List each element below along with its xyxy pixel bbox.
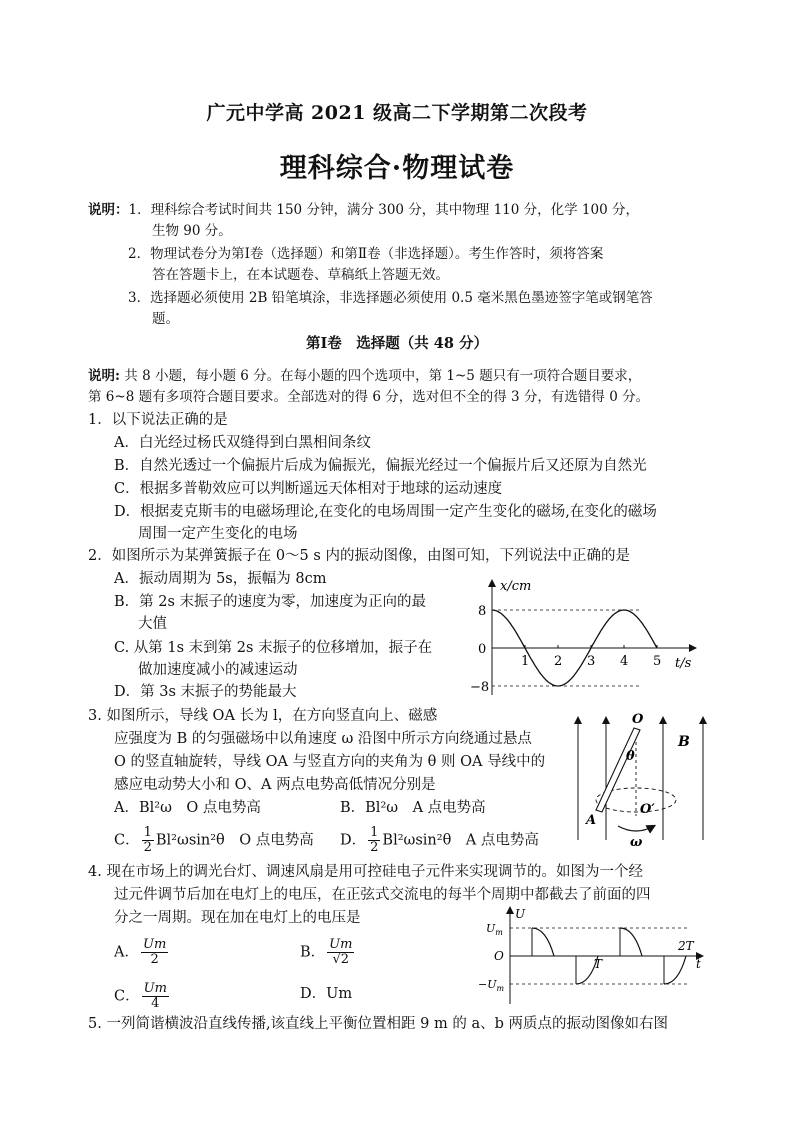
q4-option-a-prefix: A． (114, 944, 139, 961)
x-axis-label: t/s (675, 656, 692, 671)
q4-option-a (114, 938, 170, 967)
q4-option-d: D．Um (300, 986, 353, 1002)
note-1: 1．理科综合考试时间共 150 分钟，满分 300 分，其中物理 110 分，化学 100 分， (128, 202, 639, 218)
q1-option-d-cont: 周围一定产生变化的电场 (138, 526, 298, 542)
wire-oa (596, 728, 640, 812)
q2-option-c: C. 从第 1s 末到第 2s 末振子的位移增加，振子在 (114, 640, 433, 656)
q4-line-2: 过元件调节后加在电灯上的电压，在正弦式交流电的每半个周期中都截去了前面的四 (114, 887, 651, 903)
x-tick-label: 5 (653, 654, 662, 669)
x-tick-label: 3 (587, 654, 596, 669)
ac-segment (532, 928, 554, 956)
q2-option-c-cont: 做加速度减小的减速运动 (138, 662, 298, 678)
half-fraction (368, 826, 380, 855)
fraction-denominator: 2 (143, 840, 152, 855)
notes-label: 说明： (88, 202, 129, 218)
y-tick-labels (470, 604, 489, 695)
q4-a-fraction (141, 938, 168, 967)
q3-option-a: A．Bl²ω O 点电势高 (114, 800, 261, 816)
q3-line-2: 应强度为 B 的匀强磁场中以角速度 ω 沿图中所示方向绕通过悬点 (114, 731, 532, 747)
x-tick-label: 2 (554, 654, 563, 669)
q3-line-4: 感应电动势大小和 O、A 两点电势高低情况分别是 (114, 777, 436, 793)
q3-option-d (340, 826, 539, 855)
label-neg-um (478, 978, 505, 993)
y-axis-label: x/cm (500, 579, 532, 594)
notes-line-1 (88, 200, 639, 220)
label-2t: 2T (678, 939, 694, 953)
label-b: B (678, 734, 690, 750)
q3-option-c (114, 826, 314, 855)
q4-option-b-prefix: B． (300, 944, 326, 961)
section-intro-2: 第 6~8 题有多项符合题目要求。全部选对的得 6 分，选对但不全的得 3 分，有选错得 0 分。 (88, 389, 650, 405)
y-tick-label: −8 (470, 680, 490, 695)
note-1-cont: 生物 90 分。 (152, 223, 232, 239)
rotation-arrow (618, 826, 654, 831)
note-3-cont: 题。 (152, 311, 179, 327)
intro-text: 共 8 小题，每小题 6 分。在每小题的四个选项中，第 1~5 题只有一项符合题目要求， (119, 368, 642, 384)
q3-option-b: B．Bl²ω A 点电势高 (340, 800, 486, 816)
q1-option-a: A．白光经过杨氏双缝得到白黑相间条纹 (114, 435, 371, 451)
q5-line-1: 5. 一列简谐横波沿直线传播,该直线上平衡位置相距 9 m 的 a、b 两质点的振动图像如右图 (88, 1016, 668, 1032)
label-um-sub: m (495, 928, 503, 937)
label-t: t (696, 957, 701, 971)
q1-option-c: C．根据多普勒效应可以判断遥远天体相对于地球的运动速度 (114, 481, 503, 497)
label-o-prime: O′ (640, 802, 655, 817)
oscillation-graph (470, 575, 710, 700)
q4-b-fraction (327, 938, 354, 967)
x-tick-label: 1 (521, 654, 530, 669)
fraction-numerator: Um (142, 937, 167, 952)
q2-stem: 2．如图所示为某弹簧振子在 0～5 s 内的振动图像，由图可知，下列说法中正确的是 (88, 548, 630, 564)
label-omega: ω (630, 835, 643, 848)
exam-subtitle: 理科综合·物理试卷 (279, 153, 515, 184)
q1-option-b: B．自然光透过一个偏振片后成为偏振光，偏振光经过一个偏振片后又还原为自然光 (114, 458, 647, 474)
q3-option-c-text: Bl²ωsin²θ O 点电势高 (155, 832, 314, 849)
label-um-main: U (486, 922, 496, 935)
q4-line-3: 分之一周期。现在加在电灯上的电压是 (114, 910, 361, 926)
q4-option-c-prefix: C． (114, 988, 140, 1005)
label-origin: O (494, 949, 504, 963)
x-tick-label: 4 (620, 654, 629, 669)
fraction-numerator: 1 (370, 825, 379, 840)
section-intro-1 (88, 366, 641, 386)
note-2: 2．物理试卷分为第Ⅰ卷（选择题）和第Ⅱ卷（非选择题）。考生作答时，须将答案 (128, 246, 604, 262)
q3-line-3: O 的竖直轴旋转，导线 OA 与竖直方向的夹角为 θ 则 OA 导线中的 (114, 754, 546, 770)
rotating-wire-figure (568, 708, 710, 848)
q4-option-c (114, 982, 171, 1011)
q4-line-1: 4. 现在市场上的调光台灯、调速风扇是用可控硅电子元件来实现调节的。如图为一个经 (88, 864, 643, 880)
q3-option-d-prefix: D． (340, 832, 367, 849)
intro-label: 说明: (88, 368, 120, 384)
fraction-numerator: Um (143, 981, 167, 996)
label-theta: θ (626, 749, 635, 764)
q4-c-fraction (142, 982, 169, 1011)
q2-option-b: B．第 2s 末振子的速度为零，加速度为正向的最 (114, 594, 427, 610)
note-2-cont: 答在答题卡上，在本试题卷、草稿纸上答题无效。 (152, 267, 449, 283)
label-neg-um-sub: m (496, 984, 505, 993)
fraction-numerator: 1 (143, 825, 152, 840)
q1-option-d: D．根据麦克斯韦的电磁场理论,在变化的电场周围一定产生变化的磁场,在变化的磁场 (114, 504, 657, 520)
q3-line-1: 3. 如图所示，导线 OA 长为 l，在方向竖直向上、磁感 (88, 708, 438, 724)
y-tick-label: 8 (478, 604, 487, 619)
section-title: 第Ⅰ卷 选择题（共 48 分） (305, 335, 489, 352)
q2-option-a: A．振动周期为 5s，振幅为 8cm (114, 571, 327, 587)
label-um (486, 922, 503, 937)
label-t-period: T (594, 957, 603, 971)
label-neg-um-main: −U (478, 978, 497, 991)
exam-title: 广元中学高 2021 级高二下学期第二次段考 (206, 102, 588, 124)
fraction-denominator: √2 (332, 952, 350, 967)
fraction-denominator: 4 (151, 996, 160, 1011)
q1-stem: 1．以下说法正确的是 (88, 412, 228, 428)
label-a: A (586, 813, 597, 828)
ac-voltage-graph (470, 904, 710, 1008)
q2-option-b-cont: 大值 (138, 616, 167, 632)
half-fraction (142, 826, 154, 855)
note-3: 3．选择题必须使用 2B 铅笔填涂，非选择题必须使用 0.5 毫米黑色墨迹签字笔或钢笔答 (128, 290, 653, 306)
q3-option-d-text: Bl²ωsin²θ A 点电势高 (382, 832, 539, 849)
label-o: O (632, 712, 644, 727)
y-tick-label: 0 (478, 642, 487, 657)
fraction-numerator: Um (329, 937, 353, 952)
q3-option-c-prefix: C． (114, 832, 140, 849)
q2-option-d: D．第 3s 末振子的势能最大 (114, 684, 297, 700)
label-u: U (515, 907, 526, 921)
fraction-denominator: 2 (370, 840, 379, 855)
fraction-denominator: 2 (150, 952, 159, 967)
q4-option-b (300, 938, 356, 967)
ac-segment (664, 956, 686, 984)
ac-segment (620, 928, 642, 956)
